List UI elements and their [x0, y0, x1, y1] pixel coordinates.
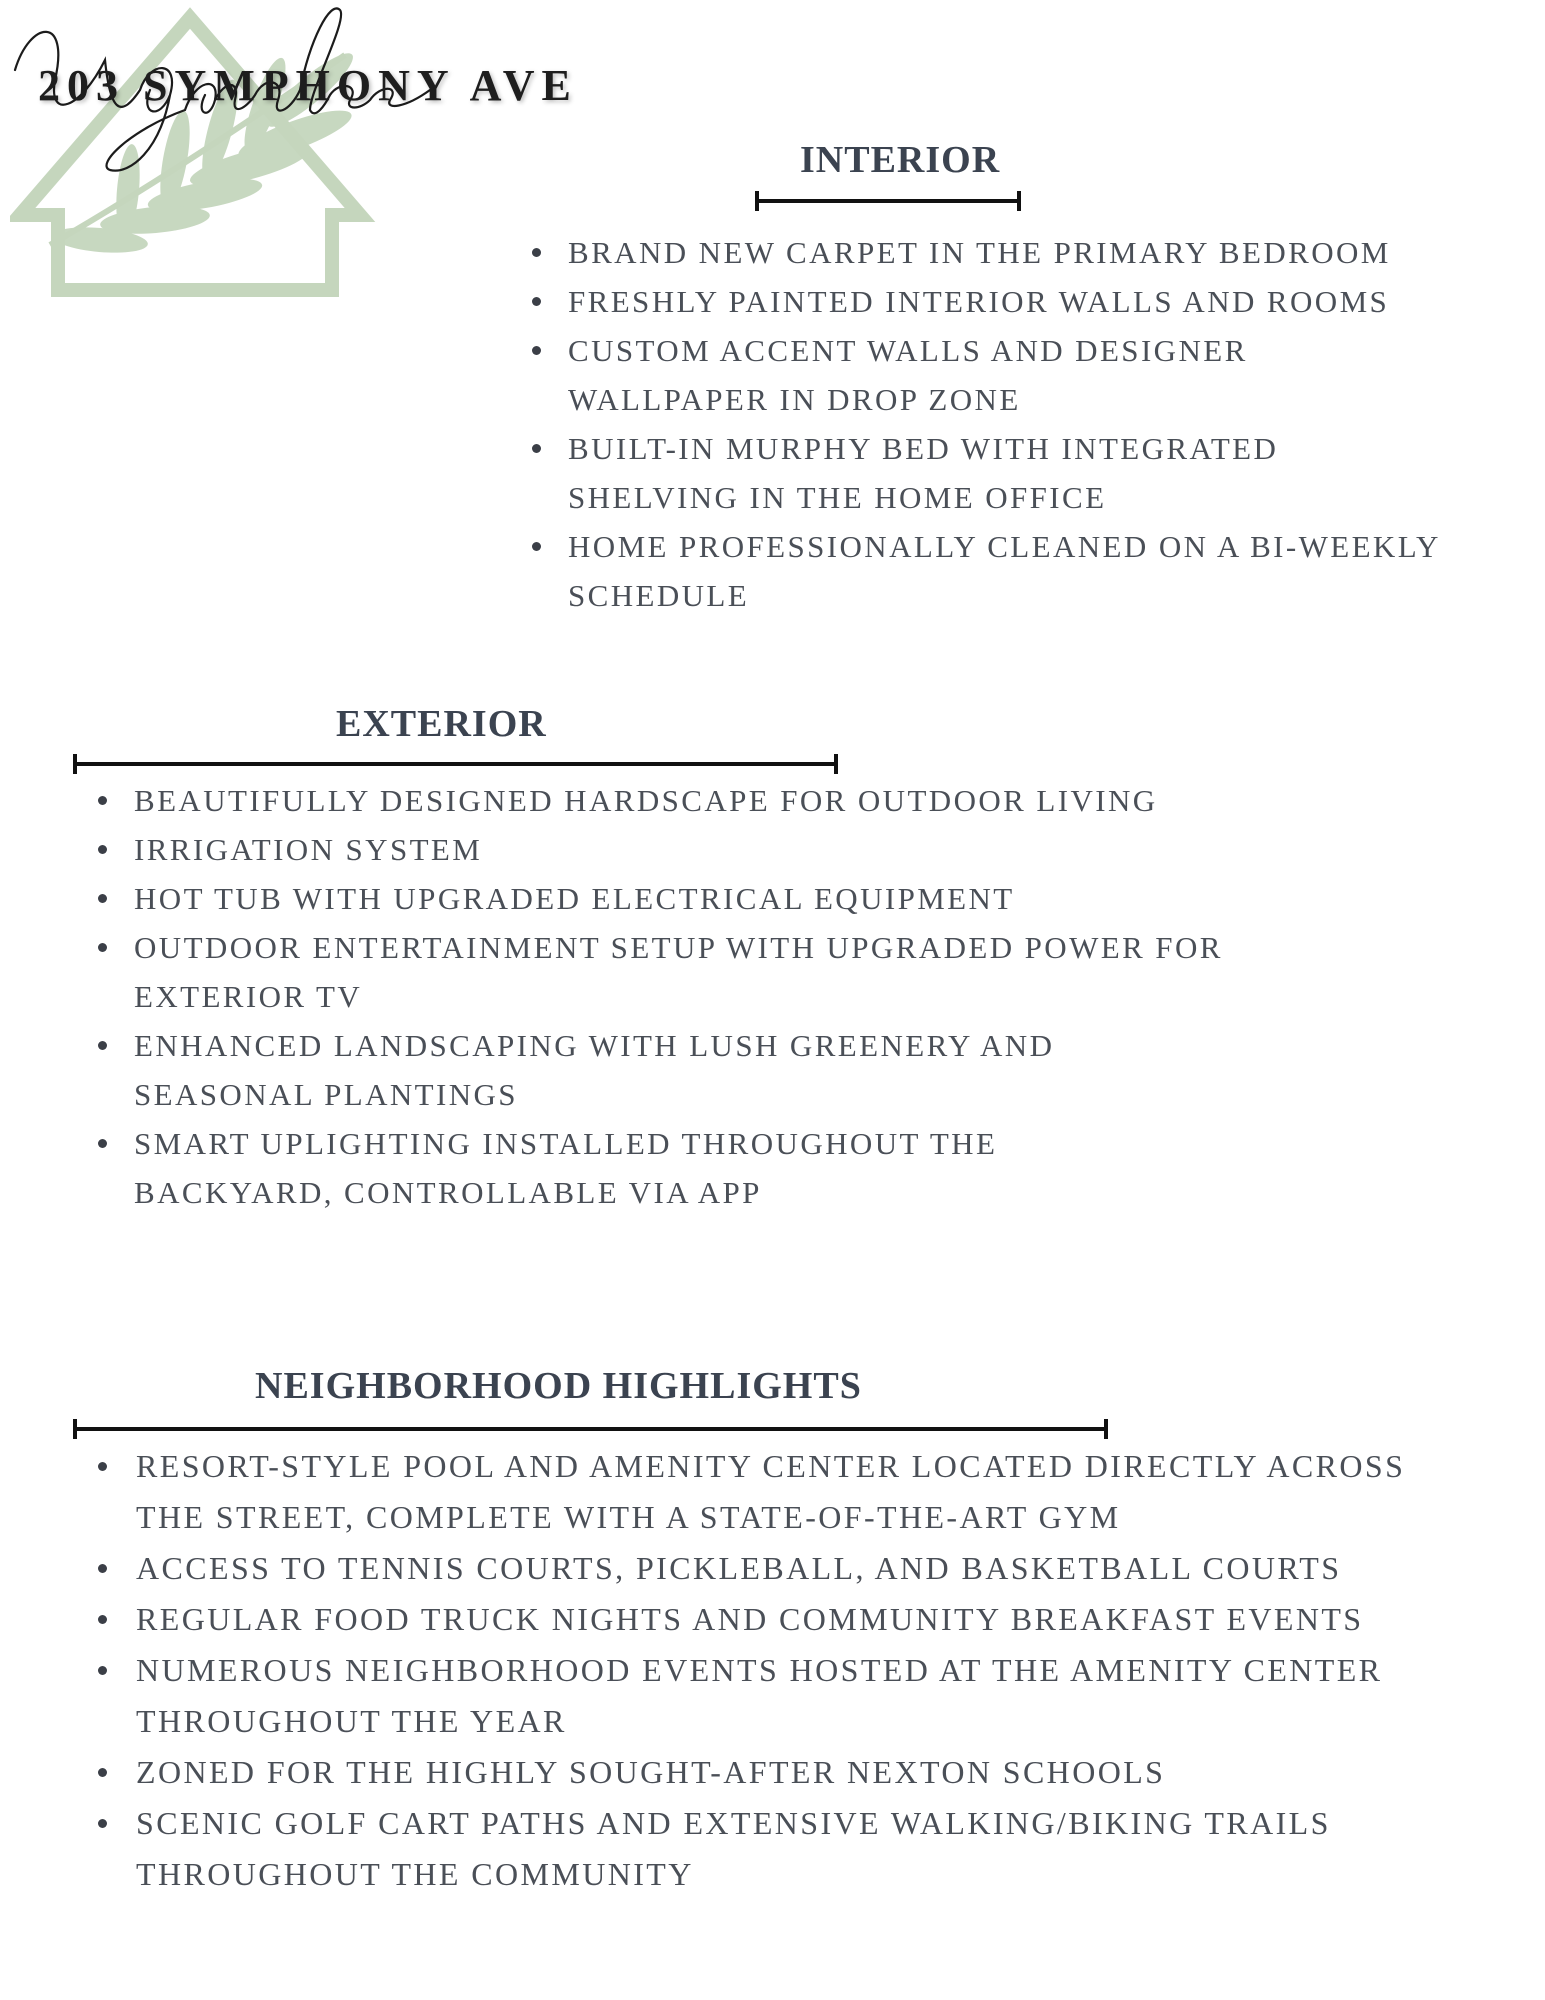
exterior-title: EXTERIOR: [336, 703, 547, 745]
list-item: RESORT-STYLE POOL AND AMENITY CENTER LOCATED DIRECTLY ACROSS THE STREET, COMPLETE WITH A STATE-OF-THE-ART GYM: [96, 1441, 1436, 1543]
list-item: ACCESS TO TENNIS COURTS, PICKLEBALL, AND BASKETBALL COURTS: [96, 1543, 1516, 1594]
list-item: ENHANCED LANDSCAPING WITH LUSH GREENERY AND SEASONAL PLANTINGS: [96, 1021, 1154, 1119]
list-item: REGULAR FOOD TRUCK NIGHTS AND COMMUNITY BREAKFAST EVENTS: [96, 1594, 1516, 1645]
list-item: SCENIC GOLF CART PATHS AND EXTENSIVE WALKING/BIKING TRAILS THROUGHOUT THE COMMUNITY: [96, 1798, 1466, 1900]
interior-list: [530, 228, 1490, 620]
list-item: ZONED FOR THE HIGHLY SOUGHT-AFTER NEXTON SCHOOLS: [96, 1747, 1516, 1798]
neighborhood-title: NEIGHBORHOOD HIGHLIGHTS: [255, 1365, 862, 1407]
neighborhood-underline: [73, 1427, 1108, 1431]
list-item: BUILT-IN MURPHY BED WITH INTEGRATED SHELVING IN THE HOME OFFICE: [530, 424, 1338, 522]
list-item: BRAND NEW CARPET IN THE PRIMARY BEDROOM: [530, 228, 1490, 277]
interior-underline: [755, 199, 1021, 203]
list-item: FRESHLY PAINTED INTERIOR WALLS AND ROOMS: [530, 277, 1490, 326]
list-item: OUTDOOR ENTERTAINMENT SETUP WITH UPGRADED POWER FOR EXTERIOR TV: [96, 923, 1264, 1021]
list-item: SMART UPLIGHTING INSTALLED THROUGHOUT THE BACKYARD, CONTROLLABLE VIA APP: [96, 1119, 1134, 1217]
list-item: BEAUTIFULLY DESIGNED HARDSCAPE FOR OUTDOOR LIVING: [96, 776, 1296, 825]
neighborhood-list: [96, 1441, 1516, 1900]
house-leaf-logo: [10, 0, 610, 320]
interior-title: INTERIOR: [800, 139, 1001, 181]
property-address: 203 SYMPHONY AVE: [38, 61, 578, 110]
list-item: IRRIGATION SYSTEM: [96, 825, 1296, 874]
list-item: CUSTOM ACCENT WALLS AND DESIGNER WALLPAPER IN DROP ZONE: [530, 326, 1338, 424]
exterior-list: [96, 776, 1296, 1217]
list-item: NUMEROUS NEIGHBORHOOD EVENTS HOSTED AT THE AMENITY CENTER THROUGHOUT THE YEAR: [96, 1645, 1536, 1747]
exterior-underline: [73, 762, 838, 766]
list-item: HOME PROFESSIONALLY CLEANED ON A BI-WEEKLY SCHEDULE: [530, 522, 1528, 620]
list-item: HOT TUB WITH UPGRADED ELECTRICAL EQUIPMENT: [96, 874, 1296, 923]
